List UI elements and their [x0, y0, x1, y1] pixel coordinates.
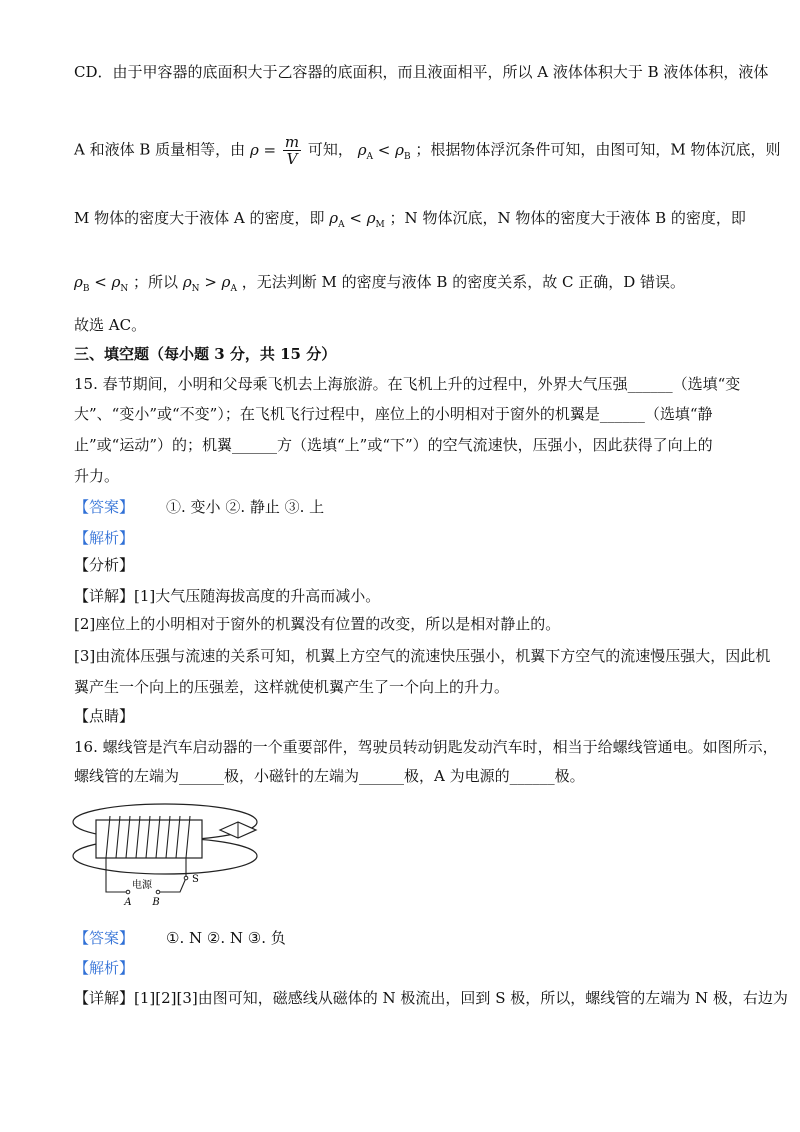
q15-comment-tag: 【点睛】	[74, 707, 135, 725]
switch-s-label: S	[192, 874, 199, 885]
q15-analysis-tag: 【解析】	[74, 529, 135, 547]
rho-b-lt-rho-n: $\rho_B < \rho_N$	[74, 273, 129, 294]
q15-detail-3: [3]由流体压强与流速的关系可知，机翼上方空气的流速快压强小，机翼下方空气的流速慢压强大，因此机	[74, 647, 771, 665]
q16-answer-text: ①. N ②. N ③. 负	[166, 929, 286, 947]
power-source-label: 电源	[132, 880, 152, 891]
q15-stem-4: 升力。	[74, 467, 120, 485]
cd-line-4: $\rho_B < \rho_N$ ；所以 $\rho_N > \rho_A$ ，无法判断 M 的密度与液体 B 的密度关系，故 C 正确，D 错误。	[74, 273, 686, 294]
wire-left	[106, 858, 128, 892]
q16-detail-1: 【详解】[1][2][3]由图可知，磁感线从磁体的 N 极流出，回到 S 极，所以，螺线管的左端为 N 极，右边为	[74, 989, 788, 1007]
q15-detail-2: [2]座位上的小明相对于窗外的机翼没有位置的改变，所以是相对静止的。	[74, 615, 561, 633]
rho-n-gt-rho-a: $\rho_N > \rho_A$	[182, 273, 237, 294]
section-3-title: 三、填空题（每小题 3 分，共 15 分）	[74, 345, 337, 363]
q15-stem-3: 止”或“运动”）的；机翼______方（选填“上”或“下”）的空气流速快，压强小，因此获得了向上的	[74, 436, 713, 454]
switch-s	[158, 878, 186, 892]
solenoid-figure	[70, 796, 270, 908]
terminal-a-label: A	[124, 897, 132, 908]
answer-tag: 【答案】	[74, 929, 135, 947]
rho-a-lt-rho-m: $\rho_A < \rho_M$	[329, 209, 385, 230]
q16-analysis-tag: 【解析】	[74, 959, 135, 977]
q16-answer	[74, 928, 286, 948]
cd-line-1: CD．由于甲容器的底面积大于乙容器的底面积，而且液面相平，所以 A 液体体积大于 B 液体体积，液体	[74, 63, 769, 81]
cd-line-2: A 和液体 B 质量相等，由 ρ = $\frac{m}{V}$ 可知， $\rho_A < \rho_B$ ；根据物体浮沉条件可知，由图可知，M 物体沉底，则	[74, 133, 781, 168]
q15-detail-1: 【详解】[1]大气压随海拔高度的升高而减小。	[74, 587, 381, 605]
q15-answer-text: ①. 变小 ②. 静止 ③. 上	[166, 498, 325, 516]
q15-answer	[74, 497, 324, 517]
answer-tag: 【答案】	[74, 498, 135, 516]
density-formula: ρ = $\frac{m}{V}$	[249, 133, 300, 168]
q15-stem-2: 大”、“变小”或“不变”）；在飞机飞行过程中，座位上的小明相对于窗外的机翼是______（选填“静	[74, 405, 713, 423]
cd-line-3: M 物体的密度大于液体 A 的密度，即 $\rho_A < \rho_M$ ；N 物体沉底，N 物体的密度大于液体 B 的密度，即	[74, 209, 746, 230]
q16-stem-1: 16. 螺线管是汽车启动器的一个重要部件，驾驶员转动钥匙发动汽车时，相当于给螺线管通电。如图所示，	[74, 738, 778, 756]
q15-stem-1: 15. 春节期间，小明和父母乘飞机去上海旅游。在飞机上升的过程中，外界大气压强______（选填“变	[74, 375, 741, 393]
terminal-b-label: B	[152, 897, 160, 908]
q15-detail-4: 翼产生一个向上的压强差，这样就使机翼产生了一个向上的升力。	[74, 678, 510, 696]
q15-fenxi-tag: 【分析】	[74, 556, 135, 574]
rho-a-lt-rho-b: $\rho_A < \rho_B$	[357, 140, 411, 162]
cd-conclusion: 故选 AC。	[74, 316, 147, 334]
q16-stem-2: 螺线管的左端为______极，小磁针的左端为______极，A 为电源的______极。	[74, 767, 585, 785]
